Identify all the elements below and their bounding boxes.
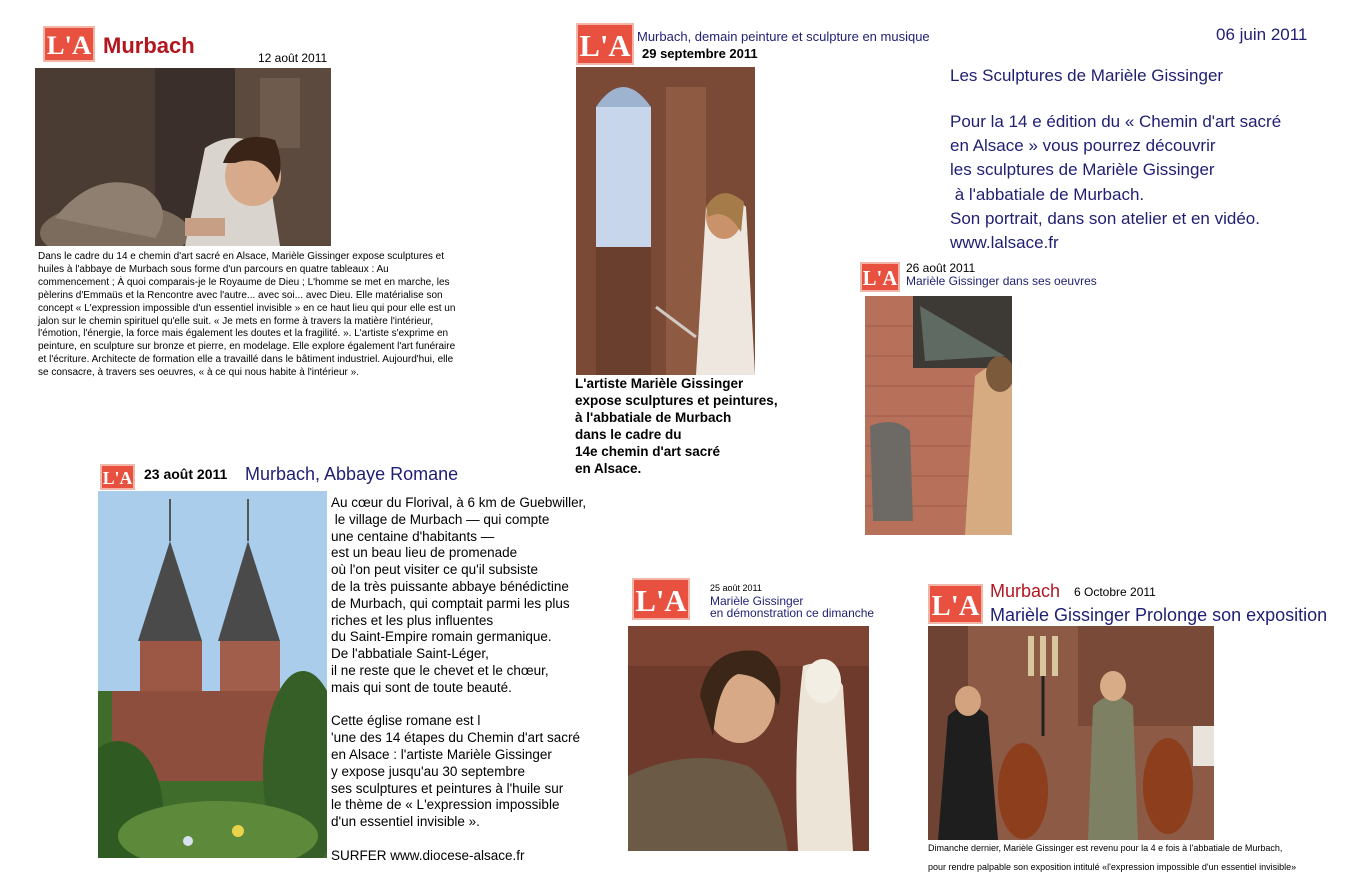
clip4-title: Marièle Gissinger dans ses oeuvres (906, 274, 1097, 288)
clip1-date: 12 août 2011 (258, 51, 328, 65)
clip5-body (331, 495, 586, 865)
clip5-date: 23 août 2011 (144, 466, 228, 482)
body-line: où l'on peut visiter ce qu'il subsiste (331, 562, 539, 578)
clip5-photo (98, 491, 327, 858)
caption-line: en Alsace. (575, 460, 642, 476)
body-line (331, 831, 586, 848)
body-line: en Alsace » vous pourrez découvrir (950, 136, 1216, 156)
body-line: est un beau lieu de promenade (331, 545, 518, 561)
logo-icon (102, 466, 133, 488)
website-link[interactable]: www.lalsace.fr (950, 233, 1059, 253)
svg-text:L'A: L'A (635, 583, 687, 618)
body-line: en Alsace : l'artiste Marièle Gissinger (331, 746, 552, 762)
body-line: une centaine d'habitants — (331, 528, 495, 544)
clip7-caption-line2: pour rendre palpable son exposition intitulé «l'expression impossible d'un essentiel invisible» (928, 862, 1297, 872)
body-line: le thème de « L'expression impossible (331, 797, 560, 813)
body-line: y expose jusqu'au 30 septembre (331, 763, 525, 779)
clip1-photo (35, 68, 331, 246)
body-line (331, 697, 586, 714)
logo-icon (930, 586, 981, 622)
clip3-heading: Les Sculptures de Marièle Gissinger (950, 66, 1224, 85)
svg-text:L'A: L'A (862, 266, 898, 290)
body-line: le village de Murbach — qui compte (331, 511, 550, 527)
lalsace-logo (43, 26, 95, 62)
lalsace-logo (576, 23, 634, 65)
lalsace-logo (632, 578, 690, 620)
body-line: les sculptures de Marièle Gissinger (950, 160, 1215, 180)
caption-line: 14e chemin d'art sacré (575, 443, 721, 459)
clip7-subtitle: Marièle Gissinger Prolonge son exposition (990, 605, 1328, 625)
lalsace-logo (928, 584, 983, 624)
body-line: Cette église romane est l (331, 713, 481, 729)
logo-icon (862, 264, 898, 290)
body-line: ses sculptures et peintures à l'huile sur (331, 780, 564, 796)
body-line: 'une des 14 étapes du Chemin d'art sacré (331, 730, 581, 746)
body-line: mais qui sont de toute beauté. (331, 679, 512, 695)
clip2-photo (576, 67, 755, 375)
caption-line: expose sculptures et peintures, (575, 392, 778, 408)
caption-line: dans le cadre du (575, 426, 682, 442)
website-link[interactable]: SURFER www.diocese-alsace.fr (331, 847, 525, 863)
clip5-title: Murbach, Abbaye Romane (245, 464, 459, 484)
svg-text:L'A: L'A (579, 28, 631, 63)
clip6-date: 25 août 2011 (710, 583, 762, 593)
clip6-photo (628, 626, 869, 851)
body-line: Au cœur du Florival, à 6 km de Guebwiller, (331, 495, 587, 510)
body-line: d'un essentiel invisible ». (331, 814, 480, 830)
body-line: du Saint-Empire romain germanique. (331, 629, 552, 645)
logo-icon (578, 25, 632, 63)
svg-text:L'A: L'A (102, 467, 133, 488)
body-line: à l'abbatiale de Murbach. (950, 184, 1145, 204)
clip7-date: 6 Octobre 2011 (1074, 585, 1156, 599)
lalsace-logo (100, 464, 135, 490)
clip6-title-line2: en démonstration ce dimanche (710, 606, 875, 620)
clip4-photo (865, 296, 1012, 535)
svg-text:L'A: L'A (46, 29, 92, 60)
clip1-title: Murbach (103, 33, 195, 58)
body-line: De l'abbatiale Saint-Léger, (331, 646, 489, 662)
clip1-body-text: Dans le cadre du 14 e chemin d'art sacré en Alsace, Marièle Gissinger expose sculptures et huiles à l'abbaye de Murbach sous forme d'un parcours en quatre tableaux : Au commencement ; À quoi comparais-je le Royaume de Dieu ; L'homme se met en marche, les pèlerins d'Emmaüs et la Rencontre avec l'autre... avec soi... avec Dieu. Elle matérialise son concept « L'expression impossible d'un essentiel invisible » en ce haut lieu qui pour elle est un jalon sur le chemin spirituel qu'elle suit. « Je mets en forme à travers la matière l'intérieur, l'émotion, l'énergie, la force mais également les doutes et la fragilité. ». L'artiste s'exprime en peinture, en sculpture sur bronze et pierre, en modelage. Elle explore également l'art funéraire et l'écriture. Architecte de formation elle a travaillé dans le bâtiment industriel. Aujourd'hui, elle se consacre, à travers ses oeuvres, « à ce qui nous habite à l'intérieur ». (38, 251, 456, 379)
clip2-title: Murbach, demain peinture et sculpture en musique (637, 29, 930, 44)
caption-line: L'artiste Marièle Gissinger (575, 376, 744, 391)
clip2-caption (575, 376, 778, 477)
body-line: de Murbach, qui comptait parmi les plus (331, 595, 570, 611)
clip3-body (950, 110, 1281, 255)
body-line: Son portrait, dans son atelier et en vidéo. (950, 208, 1260, 228)
clip6-title-line1: Marièle Gissinger (710, 594, 804, 608)
body-line: il ne reste que le chevet et le chœur, (331, 662, 549, 678)
clip2-date: 29 septembre 2011 (642, 46, 758, 61)
clip3-date: 06 juin 2011 (1216, 25, 1308, 44)
clip7-caption-line1: Dimanche dernier, Marièle Gissinger est revenu pour la 4 e fois à l'abbatiale de Murbach, (928, 843, 1283, 853)
svg-text:L'A: L'A (931, 589, 980, 622)
lalsace-logo (860, 262, 900, 292)
clip4-date: 26 août 2011 (906, 261, 976, 275)
body-line: de la très puissante abbaye bénédictine (331, 578, 569, 594)
body-line: Pour la 14 e édition du « Chemin d'art sacré (950, 112, 1282, 131)
body-line: riches et les plus influentes (331, 612, 494, 628)
caption-line: à l'abbatiale de Murbach (575, 409, 732, 425)
logo-icon (634, 580, 688, 618)
clip7-title: Murbach (990, 581, 1061, 601)
logo-icon (45, 28, 93, 60)
clip7-photo (928, 626, 1214, 840)
